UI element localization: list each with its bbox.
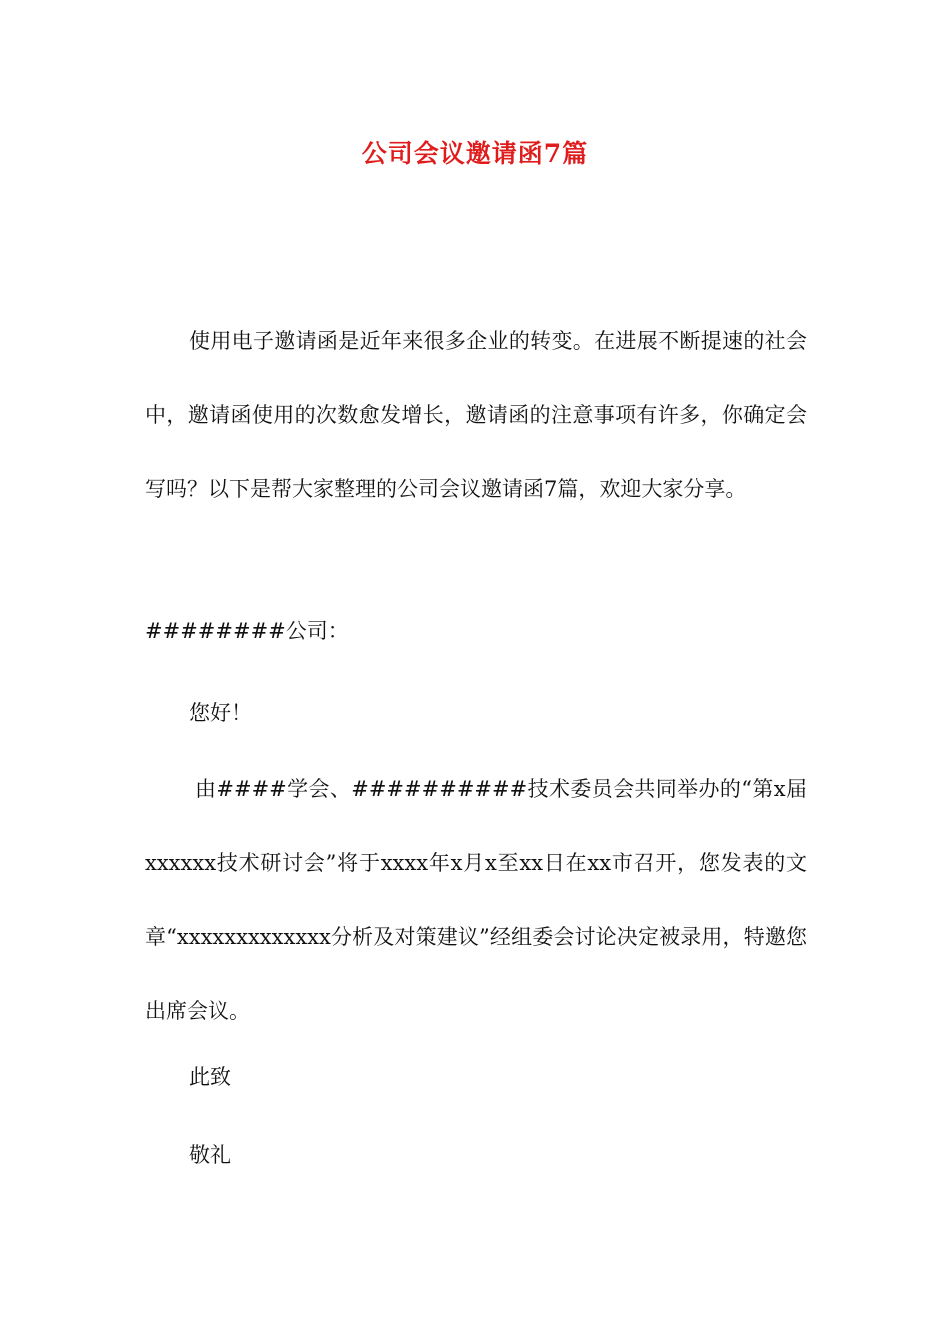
intro-paragraph: 使用电子邀请函是近年来很多企业的转变。在进展不断提速的社会中，邀请函使用的次数愈发增长，邀请函的注意事项有许多，你确定会写吗？以下是帮大家整理的公司会议邀请函7篇，欢迎大家分享。: [145, 329, 807, 501]
salutation-line: ########公司：: [145, 619, 349, 643]
closing-line-2: 敬礼: [189, 1143, 231, 1167]
document-title: 公司会议邀请函7篇: [361, 139, 589, 168]
invitation-body-paragraph: 由####学会、##########技术委员会共同举办的“第x届xxxxxx技术研讨会”将于xxxx年x月x至xx日在xx市召开，您发表的文章“xxxxxxxxxxxxx分析及对策建议”经组委会讨论决定被录用，特邀您出席会议。: [145, 777, 807, 1023]
closing-line-1: 此致: [189, 1065, 231, 1089]
greeting-line: 您好！: [189, 701, 252, 725]
